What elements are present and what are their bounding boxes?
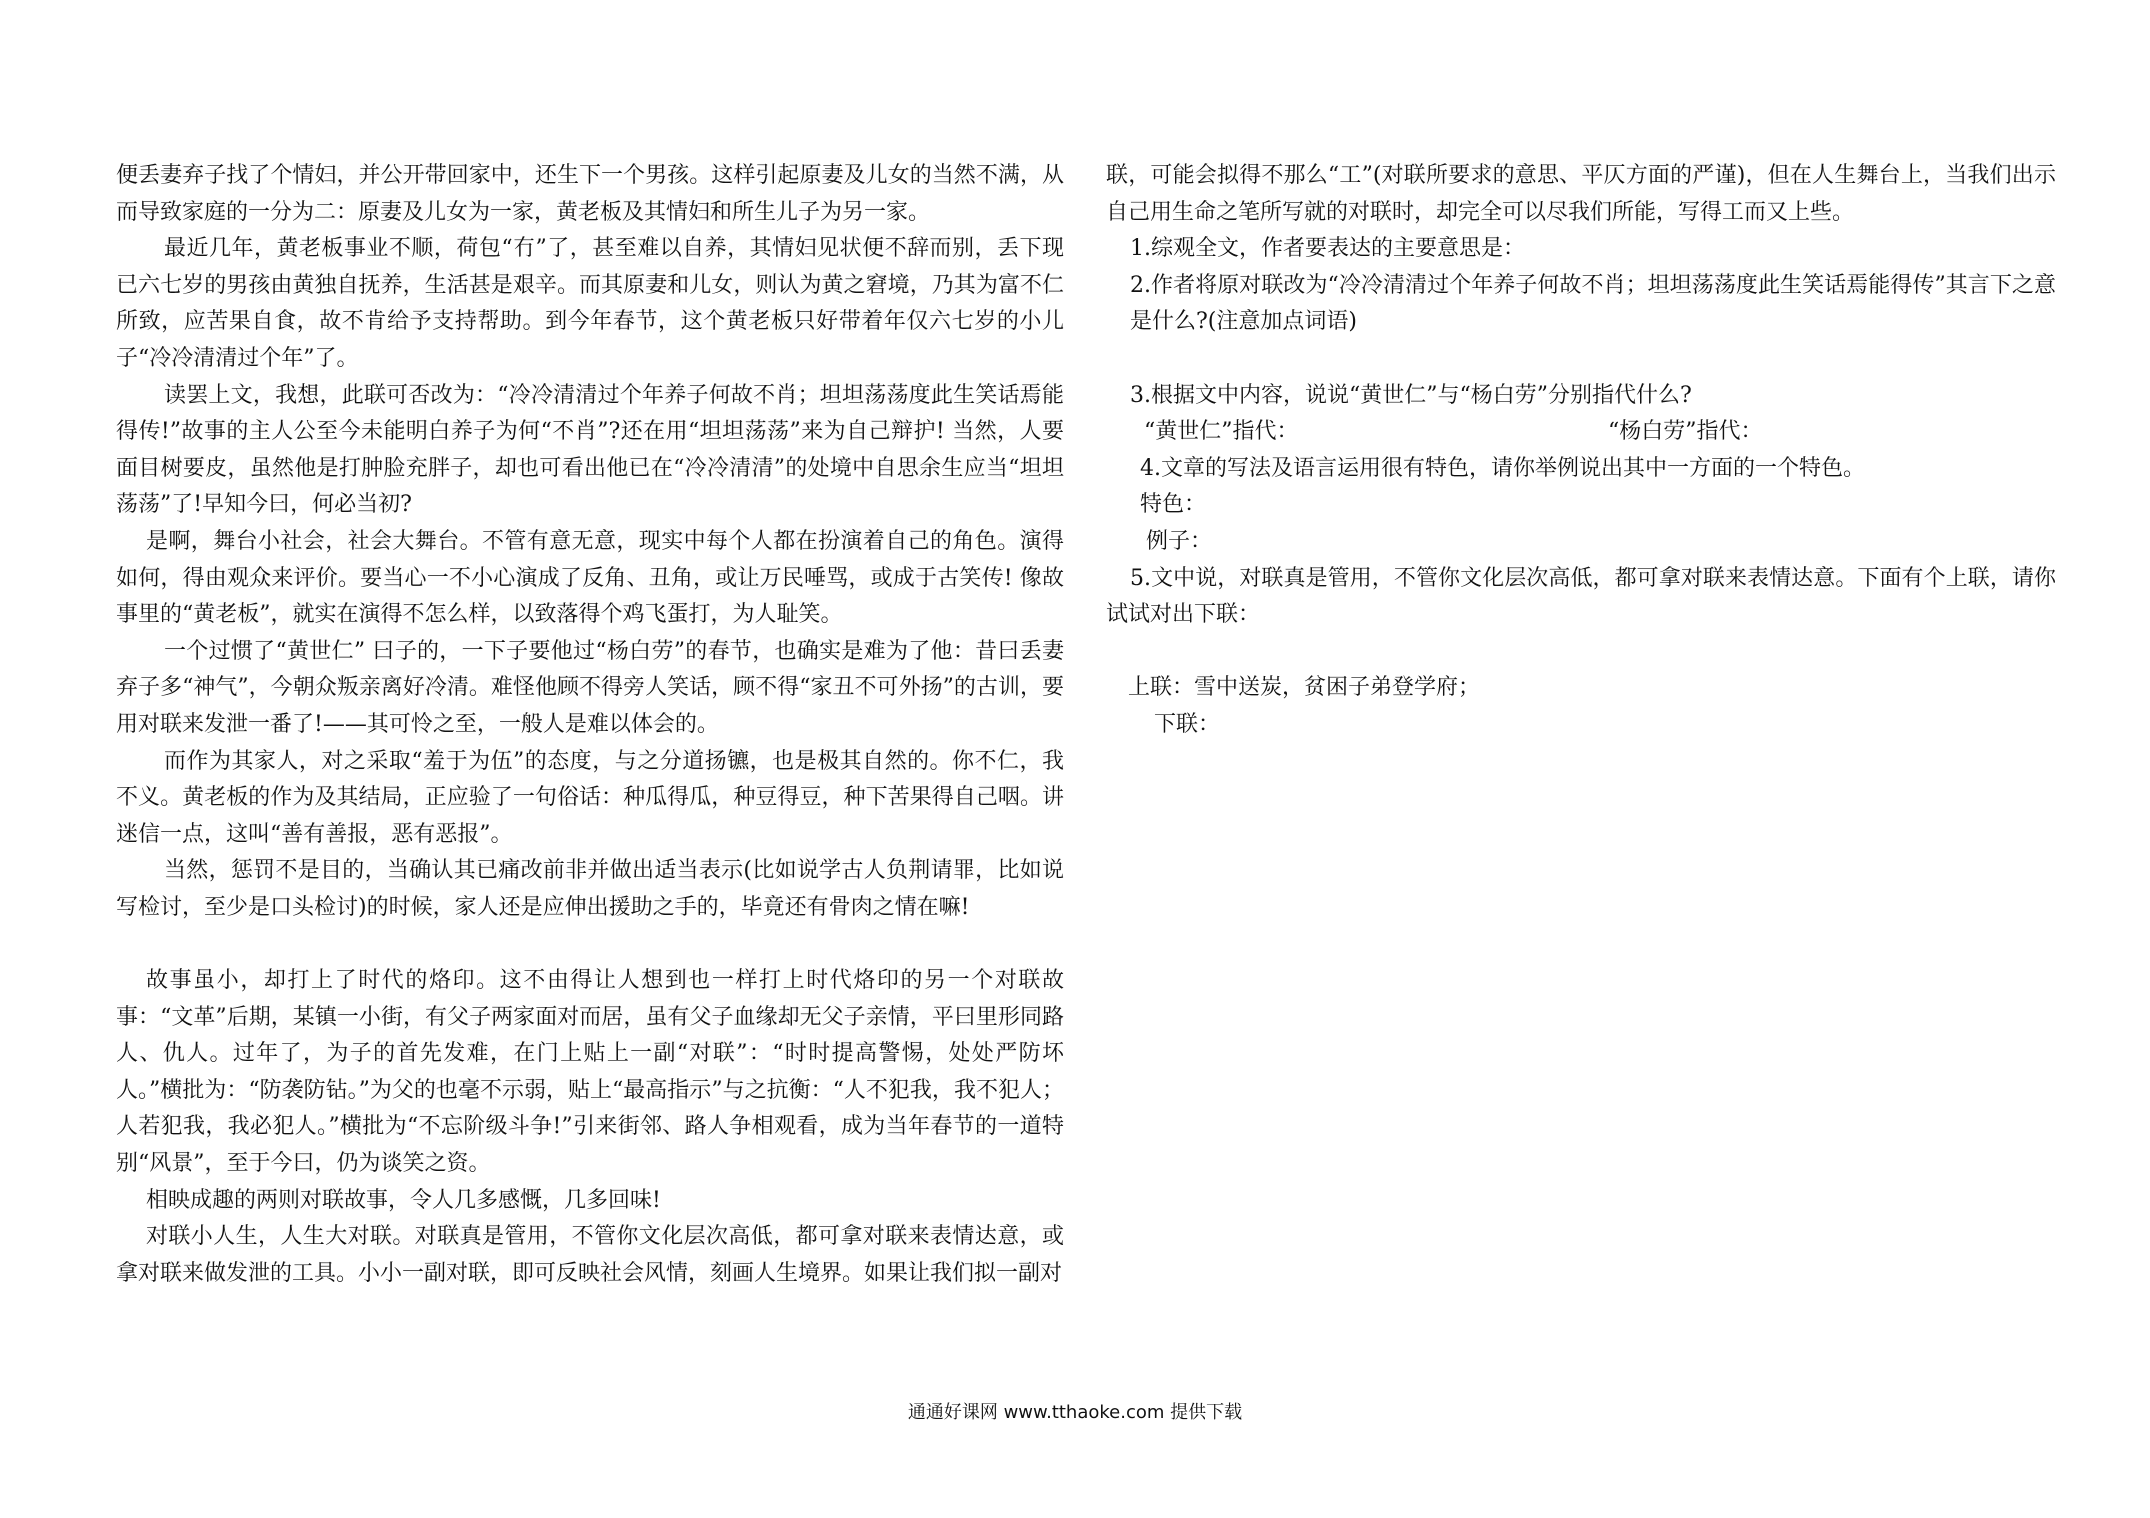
paragraph: 读罢上文，我想，此联可否改为：“冷冷清清过个年养子何故不肖；坦坦荡荡度此生笑话焉能得传!”故事的主人公至今未能明白养子为何“不肖”?还在用“坦坦荡荡”来为自己辩护! 当然，人要面目树要皮，虽然他是打肿脸充胖子，却也可看出他已在“冷冷清清”的处境中自思余生应当“坦坦荡荡”了!早知今曰，何必当初? (116, 382, 1064, 518)
left-column (116, 158, 1064, 1292)
paragraph: 最近几年，黄老板事业不顺，荷包“冇”了，甚至难以自养，其情妇见状便不辞而别，丢下现已六七岁的男孩由黄独自抚养，生活甚是艰辛。而其原妻和儿女，则认为黄之窘境，乃其为富不仁所致，应苦果自食，故不肯给予支持帮助。到今年春节，这个黄老板只好带着年仅六七岁的小儿子“冷冷清清过个年”了。 (116, 236, 1064, 371)
blank-line (116, 926, 1064, 963)
answer-label-feature: 特色： (1140, 492, 1207, 518)
answer-label-yangbailao: “杨白劳”指代： (1608, 419, 1763, 445)
blank-line (1106, 634, 2056, 671)
question-3-answers (1106, 414, 2056, 451)
paragraph: 一个过惯了“黄世仁” 曰子的，一下子要他过“杨白劳”的春节，也确实是难为了他：昔曰丢妻弃子多“神气”，今朝众叛亲离好冷清。难怪他顾不得旁人笑话，顾不得“家丑不可外扬”的古训，要用对联来发泄一番了!——其可怜之至，一般人是难以体会的。 (116, 638, 1064, 737)
question-3: 3.根据文中内容，说说“黄世仁”与“杨白劳”分别指代什么? (1130, 382, 1692, 408)
question-5: 5.文中说，对联真是管用，不管你文化层次高低，都可拿对联来表情达意。下面有个上联，请你试试对出下联： (1106, 565, 2056, 628)
paragraph: 便丢妻弃子找了个情妇，并公开带回家中，还生下一个男孩。这样引起原妻及儿女的当然不满，从而导致家庭的一分为二：原妻及儿女为一家，黄老板及其情妇和所生儿子为另一家。 (116, 163, 1064, 225)
answer-label-huangshiren: “黄世仁”指代： (1144, 419, 1299, 445)
footer-credit: 通通好课网 www.tthaoke.com 提供下载 (907, 1402, 1243, 1423)
right-column (1106, 158, 2056, 744)
paragraph: 故事虽小，却打上了时代的烙印。这不由得让人想到也一样打上时代烙印的另一个对联故事：“文革”后期，某镇一小街，有父子两家面对而居，虽有父子血缘却无父子亲情，平曰里形同路人、仇人。过年了，为子的首先发难，在门上贴上一副“对联”：“时时提高警惕，处处严防坏人。”横批为：“防袭防钻。”为父的也毫不示弱，贴上“最高指示”与之抗衡：“人不犯我，我不犯人；人若犯我，我必犯人。”横批为“不忘阶级斗争!”引来街邻、路人争相观看，成为当年春节的一道特别“风景”，至于今曰，仍为谈笑之资。 (116, 968, 1064, 1177)
upper-couplet: 上联：雪中送炭，贫困子弟登学府； (1128, 675, 1481, 701)
paragraph: 是啊，舞台小社会，社会大舞台。不管有意无意，现实中每个人都在扮演着自己的角色。演得如何，得由观众来评价。要当心一不小心演成了反角、丑角，或让万民唾骂，或成于古笑传! 像故事里的“黄老板”，就实在演得不怎么样，以致落得个鸡飞蛋打，为人耻笑。 (116, 528, 1064, 628)
question-4: 4.文章的写法及语言运用很有特色，请你举例说出其中一方面的一个特色。 (1140, 455, 1865, 481)
paragraph: 相映成趣的两则对联故事，令人几多感慨，几多回味! (146, 1187, 661, 1213)
lower-couplet: 下联： (1154, 711, 1221, 737)
question-2: 2.作者将原对联改为“冷冷清清过个年养子何故不肖；坦坦荡荡度此生笑话焉能得传”其言下之意是什么?(注意加点词语) (1130, 272, 2056, 335)
blank-line (1106, 341, 2056, 378)
paragraph: 当然，惩罚不是目的，当确认其已痛改前非并做出适当表示(比如说学古人负荆请罪，比如说写检讨，至少是口头检讨)的时候，家人还是应伸出援助之手的，毕竟还有骨肉之情在嘛! (116, 858, 1064, 920)
question-1: 1.综观全文，作者要表达的主要意思是： (1130, 236, 1525, 262)
answer-label-example: 例子： (1146, 528, 1213, 554)
paragraph: 而作为其家人，对之采取“羞于为伍”的态度，与之分道扬镳，也是极其自然的。你不仁，我不义。黄老板的作为及其结局，正应验了一句俗话：种瓜得瓜，种豆得豆，种下苦果得自己咽。讲迷信一点，这叫“善有善报，恶有恶报”。 (116, 748, 1064, 847)
paragraph: 对联小人生，人生大对联。对联真是管用，不管你文化层次高低，都可拿对联来表情达意，或拿对联来做发泄的工具。小小一副对联，即可反映社会风情，刻画人生境界。如果让我们拟一副对 (116, 1224, 1064, 1286)
paragraph: 联，可能会拟得不那么“工”(对联所要求的意思、平仄方面的严谨)，但在人生舞台上，当我们出示自己用生命之笔所写就的对联时，却完全可以尽我们所能，写得工而又上些。 (1106, 163, 2056, 225)
